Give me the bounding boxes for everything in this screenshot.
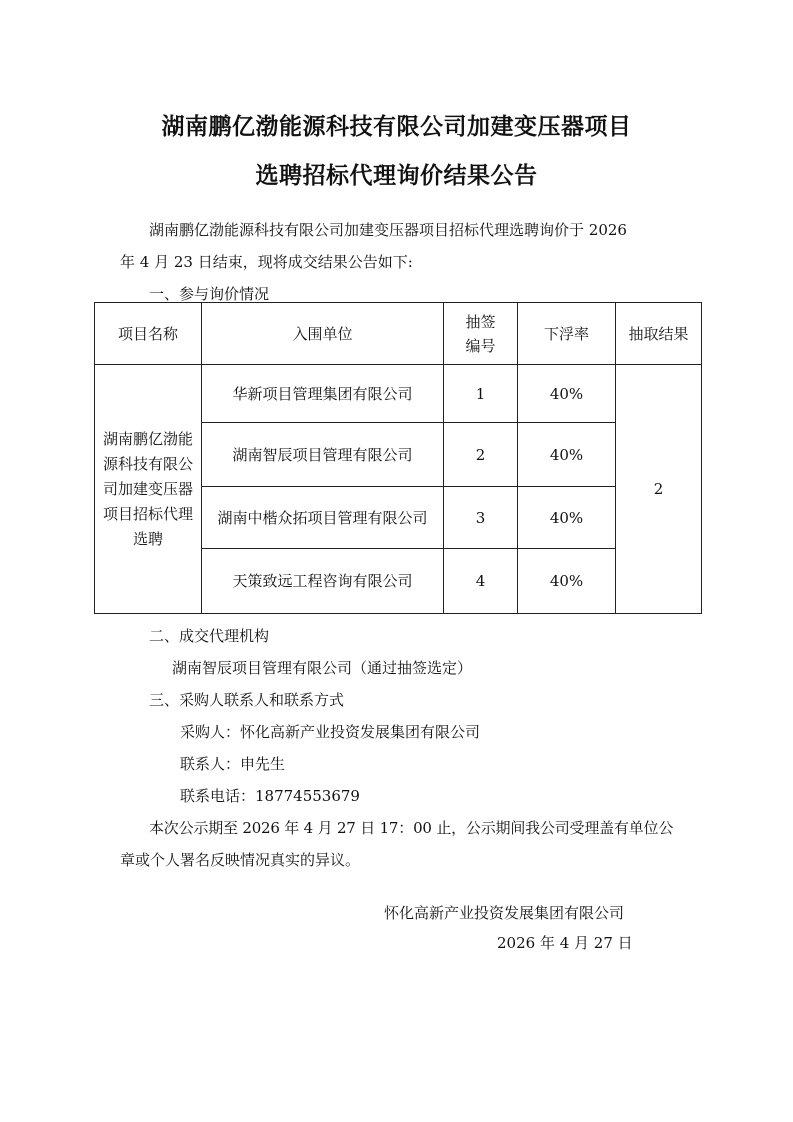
result-cell: 2	[616, 365, 702, 614]
title-line-1: 湖南鹏亿渤能源科技有限公司加建变压器项目	[161, 114, 632, 140]
section-1-heading: 一、参与询价情况	[149, 285, 270, 303]
notice-line-1: 本次公示期至 2026 年 4 月 27 日 17：00 止，公示期间我公司受理盖有单位公	[149, 819, 674, 837]
header-rate: 下浮率	[518, 303, 616, 365]
number-cell: 1	[444, 365, 518, 423]
inquiry-table	[94, 302, 702, 614]
project-name: 湖南鹏亿渤能源科技有限公司加建变压器项目招标代理选聘	[102, 429, 193, 548]
header-unit: 入围单位	[202, 303, 444, 365]
winner-text: 湖南智辰项目管理有限公司（通过抽签选定）	[172, 659, 473, 677]
notice-line-2: 章或个人署名反映情况真实的异议。	[120, 851, 361, 869]
rate-cell: 40%	[518, 423, 616, 487]
project-name-cell	[95, 365, 202, 614]
rate-cell: 40%	[518, 487, 616, 549]
purchaser-text: 采购人：怀化高新产业投资发展集团有限公司	[180, 723, 481, 741]
table-header-row	[95, 303, 702, 365]
section-3-heading: 三、采购人联系人和联系方式	[149, 691, 345, 709]
header-result: 抽取结果	[616, 303, 702, 365]
header-number-line-1: 抽签	[465, 312, 496, 331]
rate-cell: 40%	[518, 549, 616, 614]
header-number	[444, 303, 518, 365]
unit-cell: 天策致远工程咨询有限公司	[202, 549, 444, 614]
intro-line-2: 年 4 月 23 日结束，现将成交结果公告如下:	[120, 253, 413, 271]
phone-text: 联系电话：18774553679	[180, 787, 360, 805]
unit-cell: 湖南智辰项目管理有限公司	[202, 423, 444, 487]
intro-line-1: 湖南鹏亿渤能源科技有限公司加建变压器项目招标代理选聘询价于 2026	[149, 221, 627, 239]
rate-cell: 40%	[518, 365, 616, 423]
contact-text: 联系人：申先生	[180, 755, 286, 773]
signature-organization: 怀化高新产业投资发展集团有限公司	[384, 904, 625, 922]
unit-cell: 华新项目管理集团有限公司	[202, 365, 444, 423]
number-cell: 4	[444, 549, 518, 614]
unit-cell: 湖南中楷众拓项目管理有限公司	[202, 487, 444, 549]
table-row	[95, 365, 702, 423]
header-number-line-2: 编号	[465, 336, 496, 355]
signature-date: 2026 年 4 月 27 日	[497, 934, 633, 952]
title-line-2: 选聘招标代理询价结果公告	[255, 163, 538, 189]
number-cell: 2	[444, 423, 518, 487]
section-2-heading: 二、成交代理机构	[149, 627, 270, 645]
header-project-name: 项目名称	[95, 303, 202, 365]
number-cell: 3	[444, 487, 518, 549]
